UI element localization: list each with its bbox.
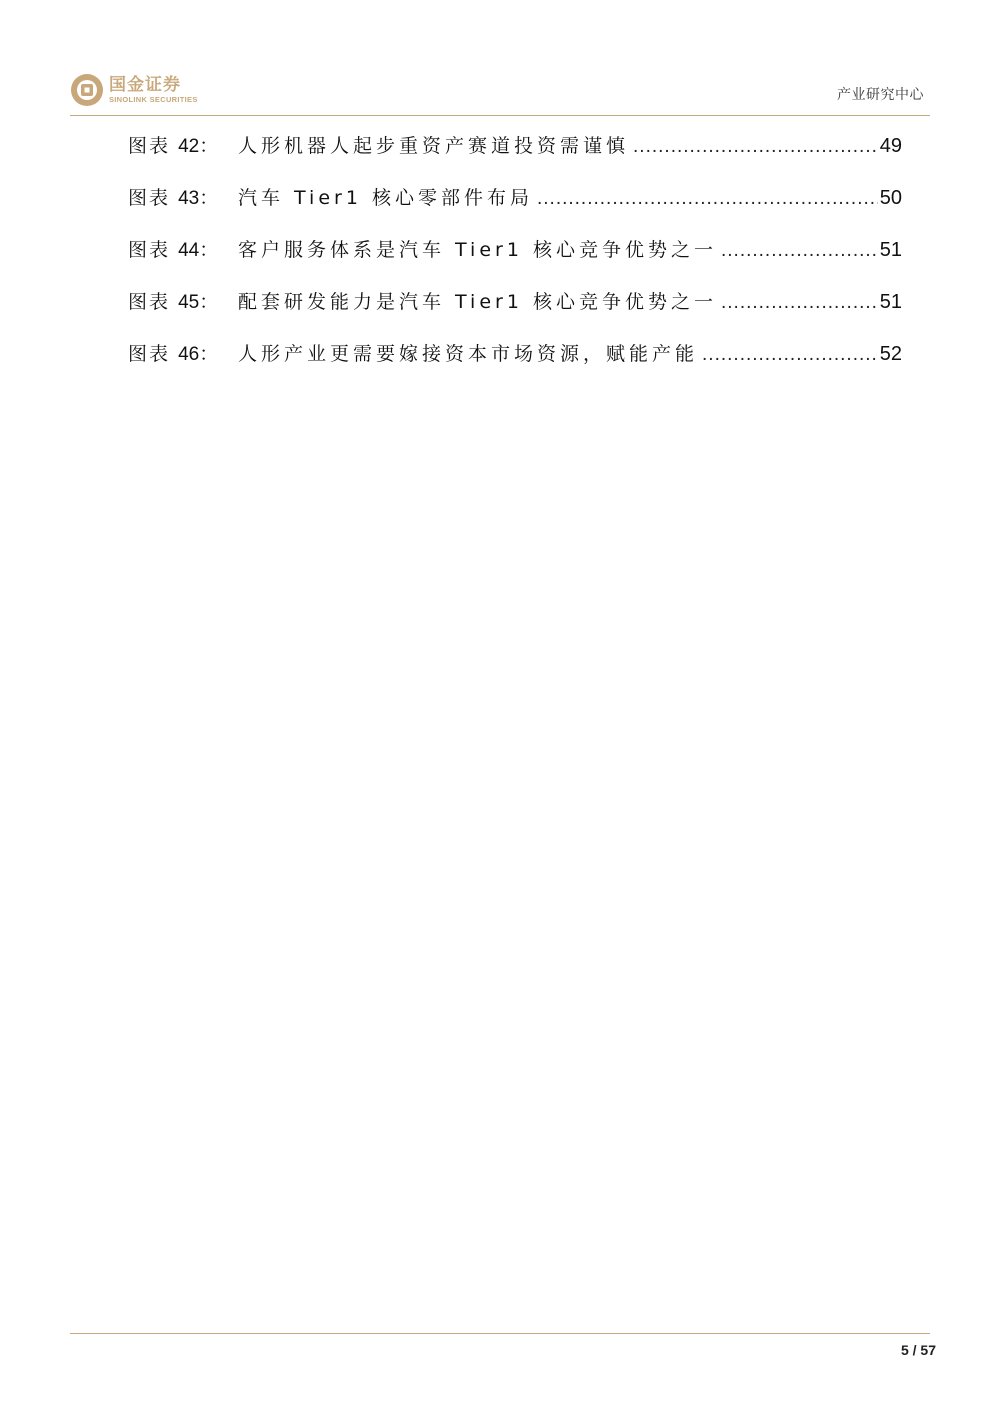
toc-entry-title: 人形机器人起步重资产赛道投资需谨慎 xyxy=(238,135,630,157)
toc-label-text: 图表 xyxy=(128,187,171,209)
toc-entry[interactable] xyxy=(128,128,902,180)
toc-entry-title: 客户服务体系是汽车 Tier1 核心竞争优势之一 xyxy=(238,239,717,261)
toc-entry-title: 人形产业更需要嫁接资本市场资源，赋能产能 xyxy=(238,343,699,365)
toc-page-number: 50 xyxy=(879,187,902,209)
toc-label-text: 图表 xyxy=(128,343,171,365)
toc-colon: ： xyxy=(199,135,221,157)
toc-entry-label xyxy=(128,336,238,373)
toc-figure-number: 43 xyxy=(178,188,200,209)
toc-entry-label xyxy=(128,284,238,321)
toc-page-number: 49 xyxy=(879,135,902,157)
toc-colon: ： xyxy=(199,187,221,209)
toc-entry-title: 汽车 Tier1 核心零部件布局 xyxy=(238,187,533,209)
logo-chinese-name: 国金证券 xyxy=(109,75,181,95)
figure-table-of-contents xyxy=(128,128,902,388)
toc-entry[interactable] xyxy=(128,284,902,336)
toc-label-text: 图表 xyxy=(128,135,171,157)
sinolink-logo-icon xyxy=(70,73,104,107)
header-divider xyxy=(70,115,930,116)
toc-entry[interactable] xyxy=(128,180,902,232)
toc-leader-dots xyxy=(721,233,878,269)
logo-english-name: SINOLINK SECURITIES xyxy=(109,95,198,104)
toc-leader-dots xyxy=(537,181,878,217)
toc-entry-label xyxy=(128,232,238,269)
toc-figure-number: 42 xyxy=(178,136,200,157)
toc-figure-number: 46 xyxy=(178,344,200,365)
toc-label-text: 图表 xyxy=(128,291,171,313)
toc-leader-dots xyxy=(633,129,878,165)
footer-divider xyxy=(70,1333,930,1334)
toc-entry[interactable] xyxy=(128,232,902,284)
toc-figure-number: 45 xyxy=(178,292,200,313)
toc-entry[interactable] xyxy=(128,336,902,388)
toc-entry-label xyxy=(128,128,238,165)
toc-colon: ： xyxy=(199,343,221,365)
toc-label-text: 图表 xyxy=(128,239,171,261)
toc-page-number: 51 xyxy=(879,291,902,313)
toc-colon: ： xyxy=(199,291,221,313)
toc-leader-dots xyxy=(702,337,878,373)
toc-figure-number: 44 xyxy=(178,240,200,261)
page-header xyxy=(0,0,992,120)
department-name: 产业研究中心 xyxy=(837,87,924,103)
logo-text xyxy=(109,76,198,104)
toc-leader-dots xyxy=(721,285,878,321)
page-indicator: 5 / 57 xyxy=(900,1342,936,1358)
company-logo xyxy=(70,72,198,108)
toc-entry-title: 配套研发能力是汽车 Tier1 核心竞争优势之一 xyxy=(238,291,717,313)
toc-entry-label xyxy=(128,180,238,217)
toc-page-number: 51 xyxy=(879,239,902,261)
toc-colon: ： xyxy=(199,239,221,261)
toc-page-number: 52 xyxy=(879,343,902,365)
